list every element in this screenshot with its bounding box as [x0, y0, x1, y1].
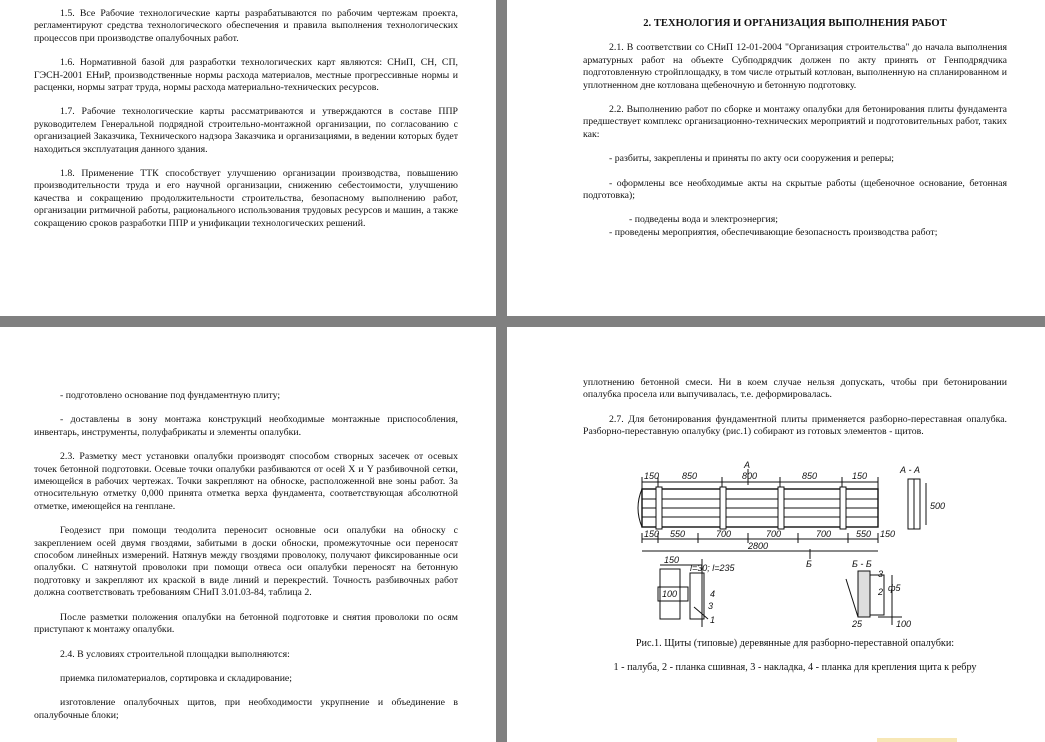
work-item-panels: изготовление опалубочных щитов, при необходимости укрупнение и объединение в опалубочные блоки;: [34, 697, 458, 721]
figure-caption: Рис.1. Щиты (типовые) деревянные для разборно-переставной опалубки:: [635, 637, 955, 649]
part-number-4: 4: [710, 588, 716, 599]
paragraph-2-2: 2.2. Выполнению работ по сборке и монтажу опалубки для бетонирования плиты фундамента предшествует комплекс организационно-технических мероприятий и подготовительных работ, таких как:: [583, 104, 1007, 140]
paragraph-2-4: 2.4. В условиях строительной площадки выполняются:: [60, 648, 290, 660]
document-page-3: [0, 327, 496, 742]
dim-100-b: 100: [896, 618, 912, 629]
part-number-2: 2: [878, 586, 884, 597]
phi-5: ф5: [888, 582, 901, 593]
bottom-dim-6: 550: [856, 528, 872, 539]
dim-500: 500: [930, 500, 946, 511]
bullet-delivered: - доставлены в зону монтажа конструкций необходимые монтажные приспособления, инвентарь, инструменты, полуфабрикаты и элементы опалубки.: [34, 414, 458, 438]
top-dim-2: 850: [682, 470, 698, 481]
dim-150: 150: [664, 554, 680, 565]
paragraph-1-8: 1.8. Применение ТТК способствует улучшению организации производства, повышению производительности труда и его научной организации, снижению себестоимости, улучшению качества и сокращению продолжительности строительства, безопасному выполнению работ, организации ритмичной работы, рационального использования трудовых ресурсов и машин, а также сокращению сроков разработки ППР и унификации технологических решений.: [34, 168, 458, 229]
taskbar-strip: [877, 738, 957, 742]
bullet-safety: - проведены мероприятия, обеспечивающие безопасность производства работ;: [609, 226, 938, 238]
total-length: 2800: [748, 540, 769, 551]
figure-legend: 1 - палуба, 2 - планка сшивная, 3 - накладка, 4 - планка для крепления щита к ребру: [613, 662, 977, 674]
dim-25: 25: [852, 618, 863, 629]
dim-100: 100: [662, 588, 678, 599]
paragraph-1-5: 1.5. Все Рабочие технологические карты разрабатываются по рабочим чертежам проекта, регламентируют средства технологического обеспечения и правила выполнения технологических процессов при производстве опалубочных работ.: [34, 8, 458, 44]
top-dim-4: 850: [802, 470, 818, 481]
work-item-lumber: приемка пиломатериалов, сортировка и складирование;: [60, 672, 293, 684]
section-heading: 2. ТЕХНОЛОГИЯ И ОРГАНИЗАЦИЯ ВЫПОЛНЕНИЯ РАБОТ: [643, 18, 947, 29]
paragraph-2-7: 2.7. Для бетонирования фундаментной плиты применяется разборно-переставная опалубка. Разборно-переставную опалубку (рис.1) собирают из готовых элементов - щитов.: [583, 413, 1007, 438]
top-dim-5: 150: [852, 470, 868, 481]
section-aa-label: А - А: [900, 464, 921, 475]
bottom-dim-2: 550: [670, 528, 686, 539]
top-dim-3: 800: [742, 470, 758, 481]
formwork-panel-drawing: [630, 447, 960, 632]
part-number-3: 3: [708, 600, 714, 611]
bottom-dim-4: 700: [766, 528, 782, 539]
paragraph-continued: уплотнению бетонной смеси. Ни в коем случае нельзя допускать, чтобы при бетонировании опалубка просела или выпучивалась, т.е. деформировалась.: [583, 377, 1007, 401]
paragraph-1-6: 1.6. Нормативной базой для разработки технологических карт являются: СНиП, СН, СП, ГЭСН-2001 ЕНиР, производственные нормы расхода материалов, местные прогрессивные нормы и расценки, нормы затрат труда, нормы расхода материально-технических ресурсов.: [34, 57, 458, 94]
paragraph-after-marking: После разметки положения опалубки на бетонной подготовке и снятия проволоки по осям приступают к монтажу опалубки.: [34, 611, 458, 636]
bottom-dim-7: 150: [880, 528, 896, 539]
paragraph-2-3: 2.3. Разметку мест установки опалубки производят способом створных засечек от осевых точек бетонной подготовки. Осевые точки опалубки разбиваются от осей X и Y разбивочной сетки, имеющейся в рабочих чертежах. Точки закрепляют на обноске, расположенной вне зоны работ. За относительную отметку 0,000 принята отметка верха фундамента, соответствующая абсолютной отметке, имеющейся на генплане.: [34, 451, 458, 512]
section-b-label: Б: [806, 558, 812, 569]
document-page-1: [0, 0, 496, 316]
paragraph-geodesist: Геодезист при помощи теодолита переносит основные оси опалубки на обноску с закреплением осей двумя гвоздями, забитыми в доски обноски, промежуточные оси переносят способом линейных измерений. Натянув между гвоздями проволоку, получают фиксированные оси опалубки. С натянутой проволоки при помощи отвеса оси опалубки переносят на бетонную подготовку и закрепляют их краской в виде линий и перекрестий. Точность разбивочных работ должна соответствовать требованиям СНиП 3.01.03-84, таблица 2.: [34, 525, 458, 599]
bottom-dim-1: 150: [644, 528, 660, 539]
section-a-label-top: А: [744, 459, 751, 470]
bullet-base: - подготовлено основание под фундаментную плиту;: [60, 390, 281, 401]
top-dim-1: 150: [644, 470, 660, 481]
document-page-4: [507, 327, 1045, 742]
paragraph-2-1: 2.1. В соответствии со СНиП 12-01-2004 "Организация строительства" до начала выполнения арматурных работ на объекте Субподрядчик должен по акту принять от Генподрядчика подготовленную стройплощадку, в том числе отрытый котлован, выполненную на спланированном и уплотненном дне котлована щебеночную и бетонную подготовку.: [583, 42, 1007, 91]
bullet-water: - подведены вода и электроэнергия;: [629, 214, 778, 226]
document-page-2: [507, 0, 1045, 316]
bottom-dim-3: 700: [716, 528, 732, 539]
part-number-1: 1: [710, 614, 716, 625]
paragraph-1-7: 1.7. Рабочие технологические карты рассматриваются и утверждаются в составе ППР руководителем Генеральной подрядной строительно-монтажной организации, по согласованию с организацией Заказчика, Технического надзора Заказчика и организациями, в ведении которых будет находиться эксплуатация данного здания.: [34, 106, 458, 155]
section-bb-label: Б - Б: [852, 558, 872, 569]
part-number-3b: 3: [878, 568, 884, 579]
bottom-dim-5: 700: [816, 528, 832, 539]
bullet-acts: - оформлены все необходимые акты на скрытые работы (щебеночное основание, бетонная подготовка);: [583, 177, 1007, 202]
bullet-axes: - разбиты, закреплены и приняты по акту оси сооружения и реперы;: [609, 153, 895, 165]
dim-l: l=30; l=235: [690, 562, 735, 573]
